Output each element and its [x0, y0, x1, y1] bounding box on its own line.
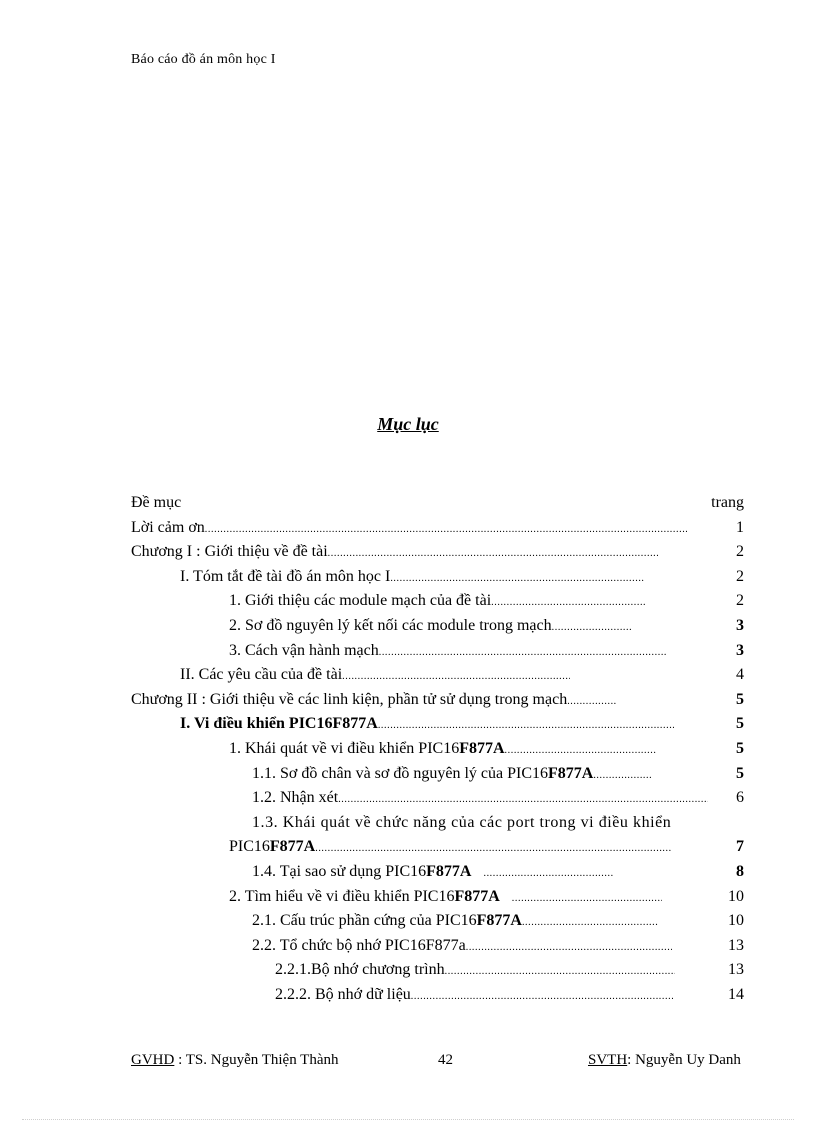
dot-leader: [512, 885, 662, 912]
toc-entry[interactable]: [131, 688, 757, 713]
dot-leader: [379, 639, 667, 666]
toc-entry-label: 1. Giới thiệu các module mạch của đề tài: [229, 592, 492, 610]
toc-entry-label-bold: F877A: [454, 887, 500, 905]
toc-entry-label-text: 1.4. Tại sao sử dụng PIC16: [252, 862, 427, 880]
dot-leader: [466, 934, 672, 961]
toc-entry-page: 6: [736, 789, 744, 807]
toc-entry[interactable]: [131, 565, 757, 590]
toc-entry-label-text: 2.1. Cấu trúc phần cứng của PIC16: [252, 912, 477, 930]
toc-entry-label-bold: F877A: [426, 862, 472, 880]
dot-leader: [205, 516, 687, 543]
toc-entry[interactable]: [131, 885, 757, 910]
toc-column-heading: Đề mục: [131, 494, 182, 511]
toc-entry-label: I. Vi điều khiển PIC16F877A: [180, 715, 378, 733]
footer-student: [588, 1052, 741, 1069]
toc-entry-label: Chương I : Giới thiệu về đề tài: [131, 543, 328, 561]
toc-entry[interactable]: [131, 811, 757, 836]
toc-entry[interactable]: [131, 958, 757, 983]
table-of-contents: [131, 491, 757, 1007]
toc-entry-label: I. Tóm tắt đề tài đồ án môn học I: [180, 567, 391, 585]
dot-leader: [315, 835, 672, 862]
dot-leader: [378, 712, 674, 739]
toc-entry-page: 13: [728, 936, 744, 954]
toc-entry-page: 5: [736, 715, 744, 733]
toc-entry-label-text: PIC16: [229, 838, 270, 856]
toc-entry-page: 5: [736, 764, 744, 782]
toc-entry[interactable]: [131, 614, 757, 639]
toc-entry-label: [252, 860, 471, 885]
page-edge-divider: [22, 1119, 794, 1120]
toc-entry[interactable]: [131, 762, 757, 787]
dot-leader: [338, 786, 708, 813]
dot-leader: [328, 540, 658, 567]
toc-entry-page: 3: [736, 616, 744, 634]
toc-entry-label-text: 1.1. Sơ đồ chân và sơ đồ nguyên lý của PIC16: [252, 764, 548, 782]
footer-page-number: 42: [438, 1052, 453, 1068]
dot-leader: [390, 565, 644, 592]
dot-leader: [567, 688, 617, 715]
footer-advisor-label: GVHD: [131, 1052, 175, 1068]
toc-entry-page: 1: [736, 518, 744, 536]
toc-entry-label: [252, 762, 593, 787]
toc-entry-label: II. Các yêu cầu của đề tài: [180, 666, 343, 684]
toc-entry-page: 3: [736, 641, 744, 659]
toc-entry-label: [252, 909, 522, 934]
dot-leader: [522, 909, 658, 936]
toc-entry-label-bold: F877A: [269, 838, 316, 856]
toc-entry[interactable]: [131, 516, 757, 541]
dot-leader: [483, 860, 613, 887]
toc-entry-page: 13: [728, 961, 744, 979]
dot-leader: [445, 958, 675, 985]
dot-leader: [411, 983, 673, 1010]
toc-entry[interactable]: [131, 589, 757, 614]
toc-entry[interactable]: [131, 712, 757, 737]
toc-entry-page: 2: [736, 543, 744, 561]
toc-entry[interactable]: [131, 786, 757, 811]
footer-advisor-name: : TS. Nguyễn Thiện Thành: [174, 1052, 339, 1068]
page-header: Báo cáo đồ án môn học I: [131, 52, 276, 67]
toc-header-row: [131, 491, 757, 516]
footer-student-name: : Nguyễn Uy Danh: [627, 1052, 741, 1068]
toc-entry-label-text: 2. Tìm hiểu về vi điều khiển PIC16: [229, 887, 455, 905]
toc-entry-page: 2: [736, 567, 744, 585]
dot-leader: [593, 762, 651, 789]
toc-entry-label-bold: F877A: [459, 739, 505, 757]
toc-entry-page: 4: [736, 666, 744, 684]
toc-entry-page: 10: [728, 912, 744, 930]
toc-entry-label: 2.2.1.Bộ nhớ chương trình: [275, 961, 445, 979]
toc-entry-label: 3. Cách vận hành mạch: [229, 641, 379, 659]
toc-entry-label: 2.2.2. Bộ nhớ dữ liệu: [275, 985, 411, 1003]
toc-entry[interactable]: [131, 540, 757, 565]
footer-student-label: SVTH: [588, 1052, 628, 1068]
toc-entry-label-text: 1.3. Khái quát về chức năng của các port trong vi điều khiển: [252, 813, 672, 831]
toc-entry[interactable]: [131, 909, 757, 934]
toc-entry[interactable]: [131, 737, 757, 762]
toc-entry-label: 2. Sơ đồ nguyên lý kết nối các module trong mạch: [229, 616, 552, 634]
toc-entry-page: 8: [736, 862, 744, 880]
toc-entry-page: 2: [736, 592, 744, 610]
toc-entry-label-bold: F877A: [548, 764, 594, 782]
toc-entry-label: [252, 811, 671, 836]
toc-entry-label: 2.2. Tổ chức bộ nhớ PIC16F877a: [252, 936, 466, 954]
footer-advisor: [131, 1052, 339, 1069]
toc-entry-label: [229, 885, 500, 910]
toc-entry[interactable]: [131, 983, 757, 1008]
toc-entry-label: 1.2. Nhận xét: [252, 789, 339, 807]
toc-entry-page: 10: [728, 887, 744, 905]
toc-entry-continued[interactable]: [131, 835, 757, 860]
toc-entry[interactable]: [131, 860, 757, 885]
toc-entry-page: 5: [736, 690, 744, 708]
dot-leader: [552, 614, 632, 641]
toc-page-heading: trang: [711, 494, 744, 511]
toc-entry-label: Chương II : Giới thiệu về các linh kiện, phần tử sử dụng trong mạch: [131, 690, 568, 708]
toc-entry-label: [229, 835, 315, 860]
toc-entry-label-bold: F877A: [476, 912, 522, 930]
dot-leader: [491, 589, 645, 616]
toc-entry[interactable]: [131, 639, 757, 664]
toc-entry[interactable]: [131, 663, 757, 688]
toc-entry-label-text: 1. Khái quát về vi điều khiển PIC16: [229, 739, 460, 757]
dot-leader: [342, 663, 570, 690]
toc-title: Mục lục: [377, 414, 439, 434]
toc-entry-label: Lời cảm ơn: [131, 518, 205, 536]
toc-entry-page: 7: [736, 838, 744, 856]
dot-leader: [505, 737, 657, 764]
toc-entry-page: 14: [728, 985, 744, 1003]
toc-entry[interactable]: [131, 934, 757, 959]
toc-entry-page: 5: [736, 739, 744, 757]
toc-entry-label: [229, 737, 505, 762]
